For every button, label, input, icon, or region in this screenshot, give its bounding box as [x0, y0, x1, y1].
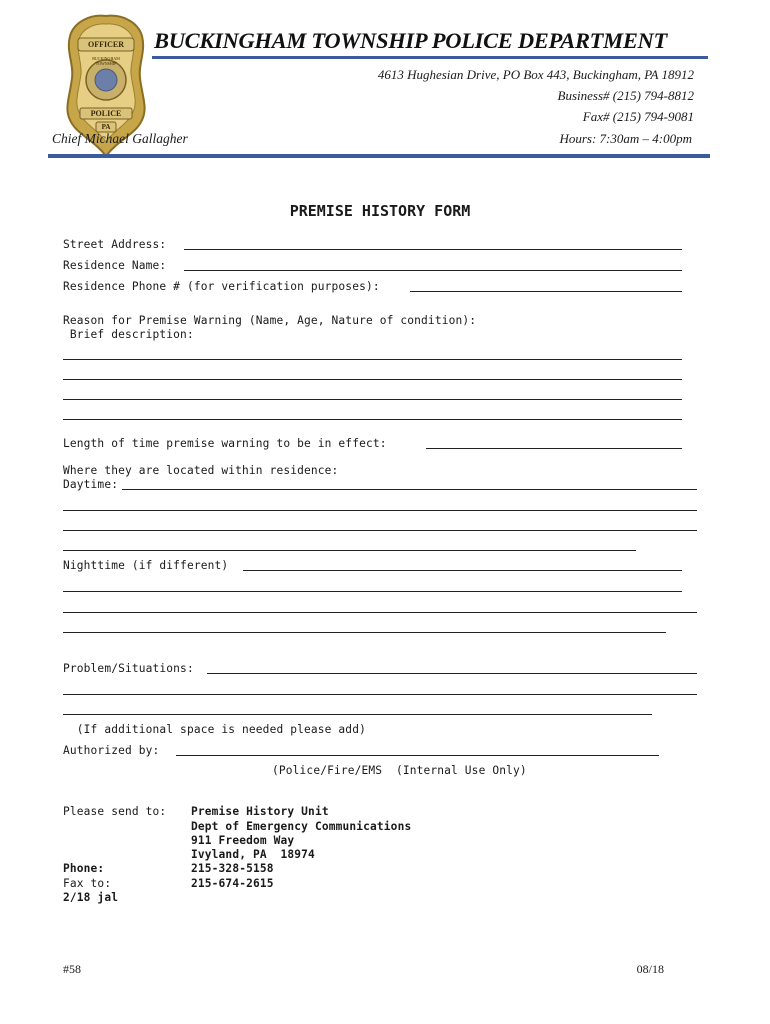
reason-label: Reason for Premise Warning (Name, Age, Nature of condition): — [63, 314, 477, 327]
internal-use-note: (Police/Fire/EMS (Internal Use Only) — [272, 764, 527, 777]
problem-line-3[interactable] — [63, 714, 652, 715]
problem-field[interactable] — [207, 673, 697, 674]
phone-label: Phone: — [63, 862, 105, 875]
phone-number: 215-328-5158 — [191, 862, 274, 875]
send-unit: Premise History Unit — [191, 805, 329, 818]
daytime-field[interactable] — [122, 489, 697, 490]
badge-text-police: POLICE — [90, 109, 122, 118]
daytime-line-4[interactable] — [63, 550, 636, 551]
where-located-label: Where they are located within residence: — [63, 464, 339, 477]
residence-phone-label: Residence Phone # (for verification purposes): — [63, 280, 380, 293]
brief-description-label: Brief description: — [63, 328, 194, 341]
badge-text-township: BUCKINGHAM TOWNSHIP — [92, 56, 120, 66]
problem-label: Problem/Situations: — [63, 662, 194, 675]
header-rule-bottom — [48, 154, 710, 158]
revision-code: 2/18 jal — [63, 891, 119, 904]
department-business-phone: Business# (215) 794-8812 — [557, 88, 694, 103]
street-address-label: Street Address: — [63, 238, 167, 251]
authorized-by-label: Authorized by: — [63, 744, 160, 757]
send-city: Ivyland, PA 18974 — [191, 848, 315, 861]
department-title: BUCKINGHAM TOWNSHIP POLICE DEPARTMENT — [154, 28, 667, 53]
nighttime-line-4[interactable] — [63, 632, 666, 633]
send-dept: Dept of Emergency Communications — [191, 820, 412, 833]
badge-text-state: PA — [101, 123, 111, 131]
daytime-label: Daytime: — [63, 478, 119, 491]
send-to-label: Please send to: — [63, 805, 167, 818]
brief-description-line-2[interactable] — [63, 379, 682, 380]
daytime-line-2[interactable] — [63, 510, 697, 511]
nighttime-field[interactable] — [243, 570, 682, 571]
authorized-by-field[interactable] — [176, 755, 659, 756]
department-address: 4613 Hughesian Drive, PO Box 443, Buckingham, PA 18912 — [377, 67, 694, 82]
daytime-line-3[interactable] — [63, 530, 697, 531]
street-address-field[interactable] — [184, 249, 682, 250]
residence-phone-field[interactable] — [410, 291, 682, 292]
length-field[interactable] — [426, 448, 682, 449]
additional-space-note: (If additional space is needed please add) — [63, 723, 366, 736]
brief-description-line-4[interactable] — [63, 419, 682, 420]
send-street: 911 Freedom Way — [191, 834, 295, 847]
nighttime-label: Nighttime (if different) — [63, 559, 229, 572]
brief-description-line-1[interactable] — [63, 359, 682, 360]
problem-line-2[interactable] — [63, 694, 697, 695]
footer-form-number: #58 — [63, 962, 81, 976]
office-hours: Hours: 7:30am – 4:00pm — [559, 131, 692, 146]
form-title: PREMISE HISTORY FORM — [289, 202, 471, 220]
length-label: Length of time premise warning to be in effect: — [63, 437, 387, 450]
residence-name-field[interactable] — [184, 270, 682, 271]
fax-number: 215-674-2615 — [191, 877, 274, 890]
nighttime-line-2[interactable] — [63, 591, 682, 592]
residence-name-label: Residence Name: — [63, 259, 167, 272]
footer-date: 08/18 — [636, 962, 664, 976]
badge-text-officer: OFFICER — [88, 40, 124, 49]
nighttime-line-3[interactable] — [63, 612, 697, 613]
department-fax: Fax# (215) 794-9081 — [582, 109, 694, 124]
chief-name: Chief Michael Gallagher — [52, 131, 188, 146]
brief-description-line-3[interactable] — [63, 399, 682, 400]
header-rule-top — [152, 56, 708, 59]
fax-label: Fax to: — [63, 877, 112, 890]
